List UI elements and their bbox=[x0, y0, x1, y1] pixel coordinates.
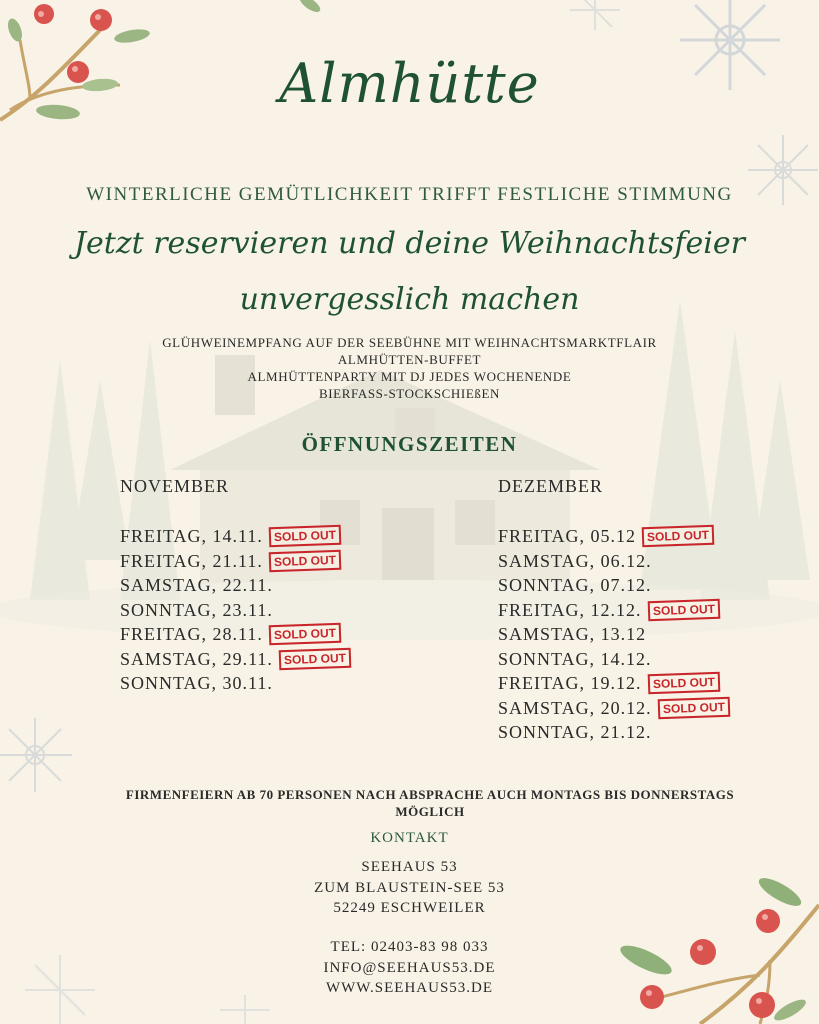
sold-out-badge: SOLD OUT bbox=[269, 525, 342, 548]
feature-item: ALMHÜTTEN-BUFFET bbox=[337, 352, 482, 367]
date-row bbox=[120, 598, 351, 623]
november-date-list bbox=[120, 524, 351, 696]
sold-out-badge: SOLD OUT bbox=[647, 672, 720, 695]
company-note-line-1: FIRMENFEIERN AB 70 PERSONEN NACH ABSPRACHE AUCH MONTAGS BIS DONNERSTAGS bbox=[125, 787, 735, 802]
date-row bbox=[498, 622, 730, 647]
snowflake-top bbox=[570, 0, 620, 30]
feature-item: BIERFASS-STOCKSCHIEßEN bbox=[318, 386, 501, 401]
date-row bbox=[498, 696, 730, 721]
month-label-december: DEZEMBER bbox=[498, 476, 603, 496]
date-text: SAMSTAG, 20.12. bbox=[498, 697, 652, 718]
address-line: 52249 ESCHWEILER bbox=[333, 900, 486, 916]
sold-out-badge: SOLD OUT bbox=[279, 647, 352, 670]
date-text: FREITAG, 21.11. bbox=[120, 550, 263, 571]
snowflake-left bbox=[0, 718, 72, 792]
month-label-november: NOVEMBER bbox=[120, 476, 230, 496]
date-row bbox=[498, 720, 730, 745]
december-column bbox=[498, 476, 730, 745]
email-link[interactable]: INFO@SEEHAUS53.DE bbox=[323, 959, 496, 976]
date-row bbox=[498, 549, 730, 574]
sold-out-badge: SOLD OUT bbox=[657, 696, 730, 719]
date-text: SONNTAG, 14.12. bbox=[498, 648, 652, 669]
date-row bbox=[120, 622, 351, 647]
date-row bbox=[120, 573, 351, 598]
date-row bbox=[120, 524, 351, 549]
date-row bbox=[120, 549, 351, 574]
date-text: SONNTAG, 07.12. bbox=[498, 575, 652, 595]
date-text: FREITAG, 28.11. bbox=[120, 624, 263, 644]
date-row bbox=[498, 573, 730, 598]
date-text: SAMSTAG, 29.11. bbox=[120, 648, 273, 669]
company-events-note bbox=[100, 786, 760, 820]
phone-number[interactable]: TEL: 02403-83 98 033 bbox=[330, 939, 489, 955]
date-text: FREITAG, 05.12 bbox=[498, 526, 637, 546]
subtitle: WINTERLICHE GEMÜTLICHKEIT TRIFFT FESTLICHE STIMMUNG bbox=[86, 184, 733, 205]
company-note-line-2: MÖGLICH bbox=[395, 804, 465, 819]
sold-out-badge: SOLD OUT bbox=[642, 525, 715, 548]
feature-item: ALMHÜTTENPARTY MIT DJ JEDES WOCHENENDE bbox=[247, 369, 572, 384]
sold-out-badge: SOLD OUT bbox=[647, 598, 720, 621]
date-text: FREITAG, 19.12. bbox=[498, 673, 642, 693]
date-text: SAMSTAG, 22.11. bbox=[120, 575, 273, 595]
date-row bbox=[498, 671, 730, 696]
address-line: ZUM BLAUSTEIN-SEE 53 bbox=[314, 879, 505, 896]
sold-out-badge: SOLD OUT bbox=[269, 549, 342, 572]
december-date-list bbox=[498, 524, 730, 745]
address-block bbox=[0, 857, 819, 919]
date-text: FREITAG, 12.12. bbox=[498, 599, 642, 620]
features-list bbox=[0, 334, 819, 402]
feature-item: GLÜHWEINEMPFANG AUF DER SEEBÜHNE MIT WEIHNACHTSMARKTFLAIR bbox=[162, 335, 657, 350]
headline-line-1: Jetzt reservieren und deine Weihnachtsfeier bbox=[73, 226, 745, 261]
date-row bbox=[498, 647, 730, 672]
date-row bbox=[498, 598, 730, 623]
contact-block bbox=[0, 937, 819, 999]
opening-hours-title: ÖFFNUNGSZEITEN bbox=[301, 432, 518, 456]
date-text: SAMSTAG, 06.12. bbox=[498, 550, 652, 571]
sold-out-badge: SOLD OUT bbox=[269, 623, 342, 646]
headline-line-2: unvergesslich machen bbox=[239, 282, 580, 317]
contact-label: KONTAKT bbox=[370, 830, 449, 846]
date-row bbox=[120, 647, 351, 672]
date-row bbox=[120, 671, 351, 696]
november-column bbox=[120, 476, 351, 696]
date-row bbox=[498, 524, 730, 549]
date-text: SAMSTAG, 13.12 bbox=[498, 624, 647, 644]
date-text: FREITAG, 14.11. bbox=[120, 526, 263, 546]
page-title: Almhütte bbox=[279, 52, 540, 115]
date-text: SONNTAG, 30.11. bbox=[120, 673, 273, 693]
date-text: SONNTAG, 23.11. bbox=[120, 599, 273, 620]
address-line: SEEHAUS 53 bbox=[361, 859, 458, 875]
website-link[interactable]: WWW.SEEHAUS53.DE bbox=[325, 980, 494, 996]
date-text: SONNTAG, 21.12. bbox=[498, 722, 652, 742]
